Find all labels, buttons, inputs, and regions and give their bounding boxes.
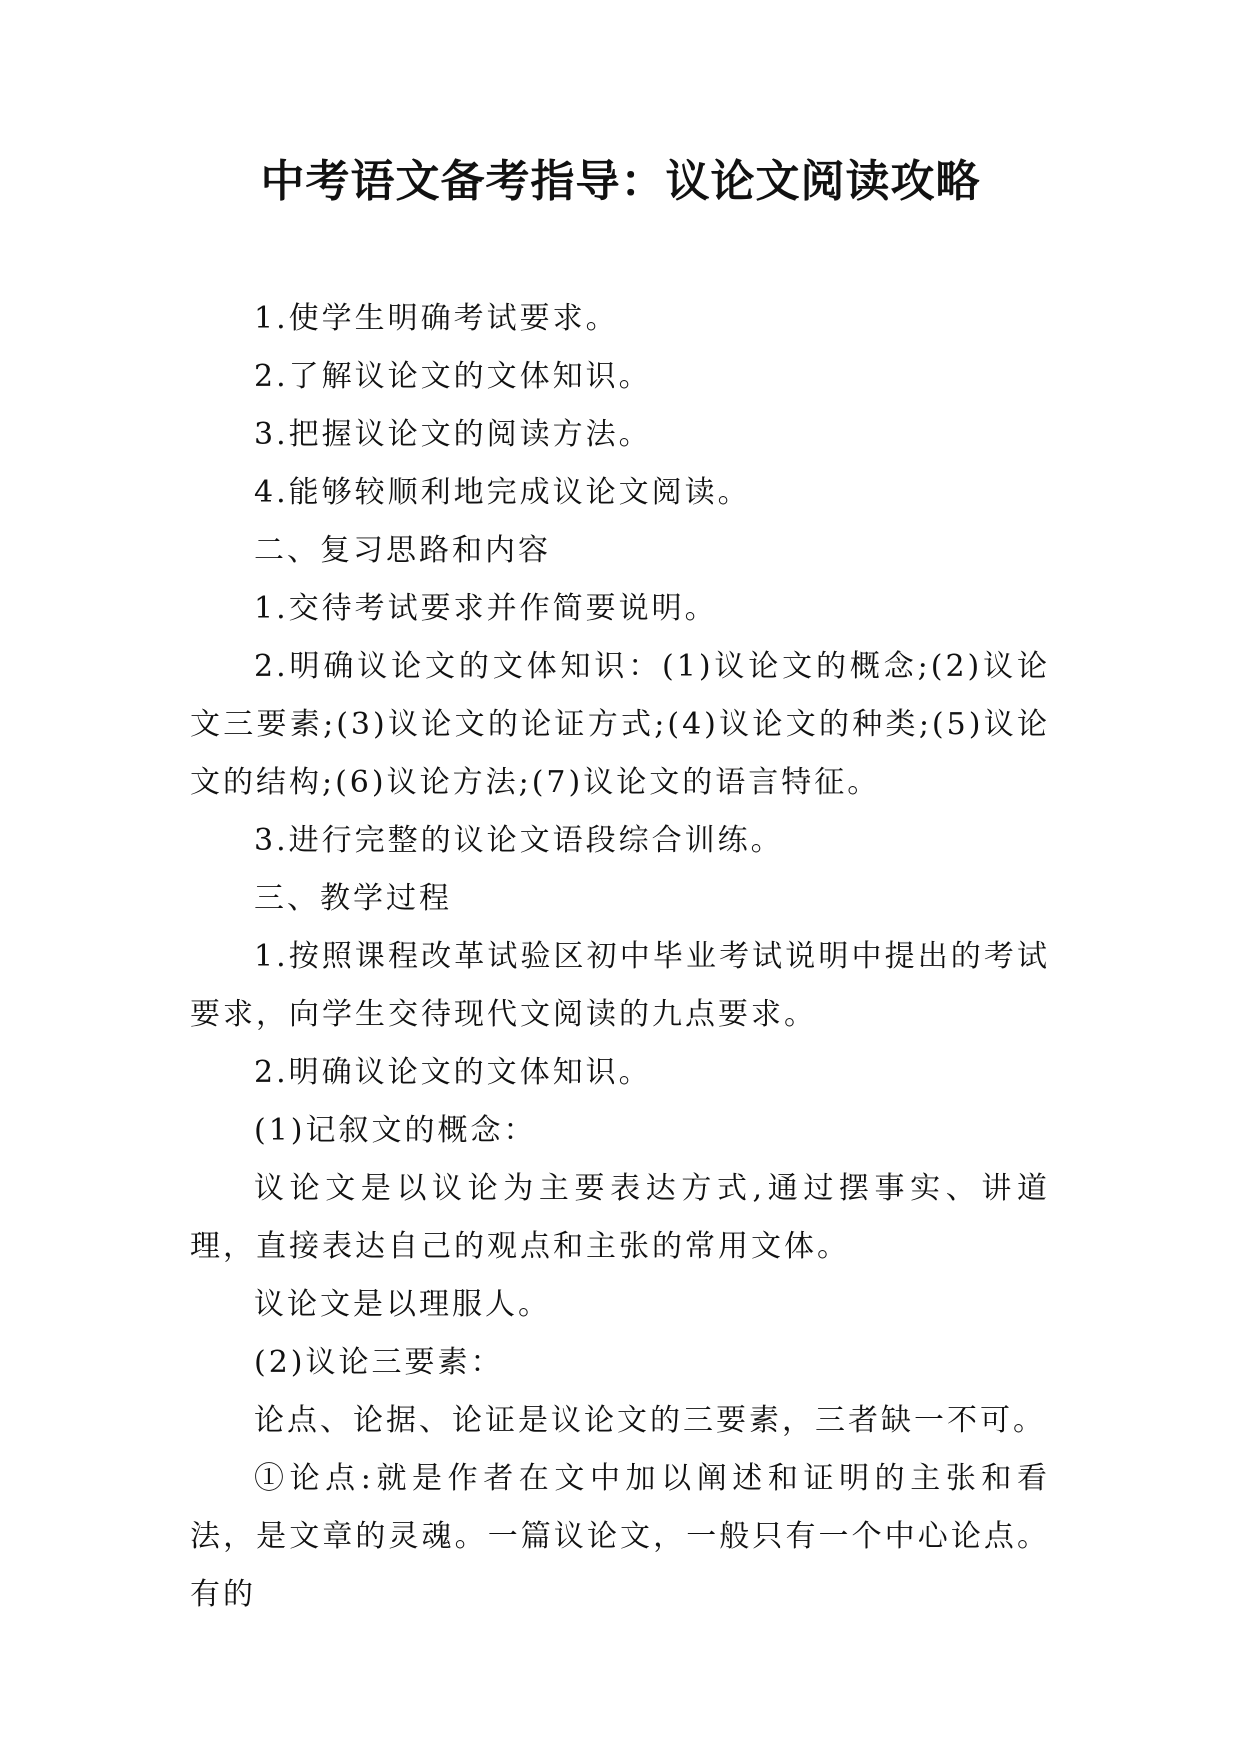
- paragraph: 2.明确议论文的文体知识。: [254, 1055, 652, 1090]
- paragraph: 1.按照课程改革试验区初中毕业考试说明中提出的考试要求，向学生交待现代文阅读的九点要求。: [190, 939, 1050, 1032]
- subheading: (1)记叙文的概念：: [254, 1113, 537, 1148]
- subheading: (2)议论三要素：: [254, 1345, 504, 1380]
- paragraph: 论点、论据、论证是议论文的三要素，三者缺一不可。: [254, 1403, 1046, 1438]
- paragraph: 2.了解议论文的文体知识。: [254, 359, 652, 394]
- document-body: [190, 290, 1050, 1624]
- section-heading: 二、复习思路和内容: [254, 533, 551, 568]
- paragraph: 3.把握议论文的阅读方法。: [254, 417, 652, 452]
- paragraph: ①论点:就是作者在文中加以阐述和证明的主张和看法，是文章的灵魂。一篇议论文，一般只有一个中心论点。有的: [190, 1461, 1050, 1612]
- section-heading: 三、教学过程: [254, 881, 452, 916]
- paragraph: 4.能够较顺利地完成议论文阅读。: [254, 475, 751, 510]
- paragraph: 议论文是以议论为主要表达方式,通过摆事实、讲道理，直接表达自己的观点和主张的常用文体。: [190, 1171, 1050, 1264]
- document-title: 中考语文备考指导：议论文阅读攻略: [260, 156, 981, 207]
- paragraph: 2.明确议论文的文体知识：(1)议论文的概念;(2)议论文三要素;(3)议论文的论证方式;(4)议论文的种类;(5)议论文的结构;(6)议论方法;(7)议论文的语言特征。: [190, 649, 1050, 800]
- paragraph: 1.使学生明确考试要求。: [254, 301, 619, 336]
- paragraph: 3.进行完整的议论文语段综合训练。: [254, 823, 784, 858]
- paragraph: 1.交待考试要求并作简要说明。: [254, 591, 718, 626]
- paragraph: 议论文是以理服人。: [254, 1287, 551, 1322]
